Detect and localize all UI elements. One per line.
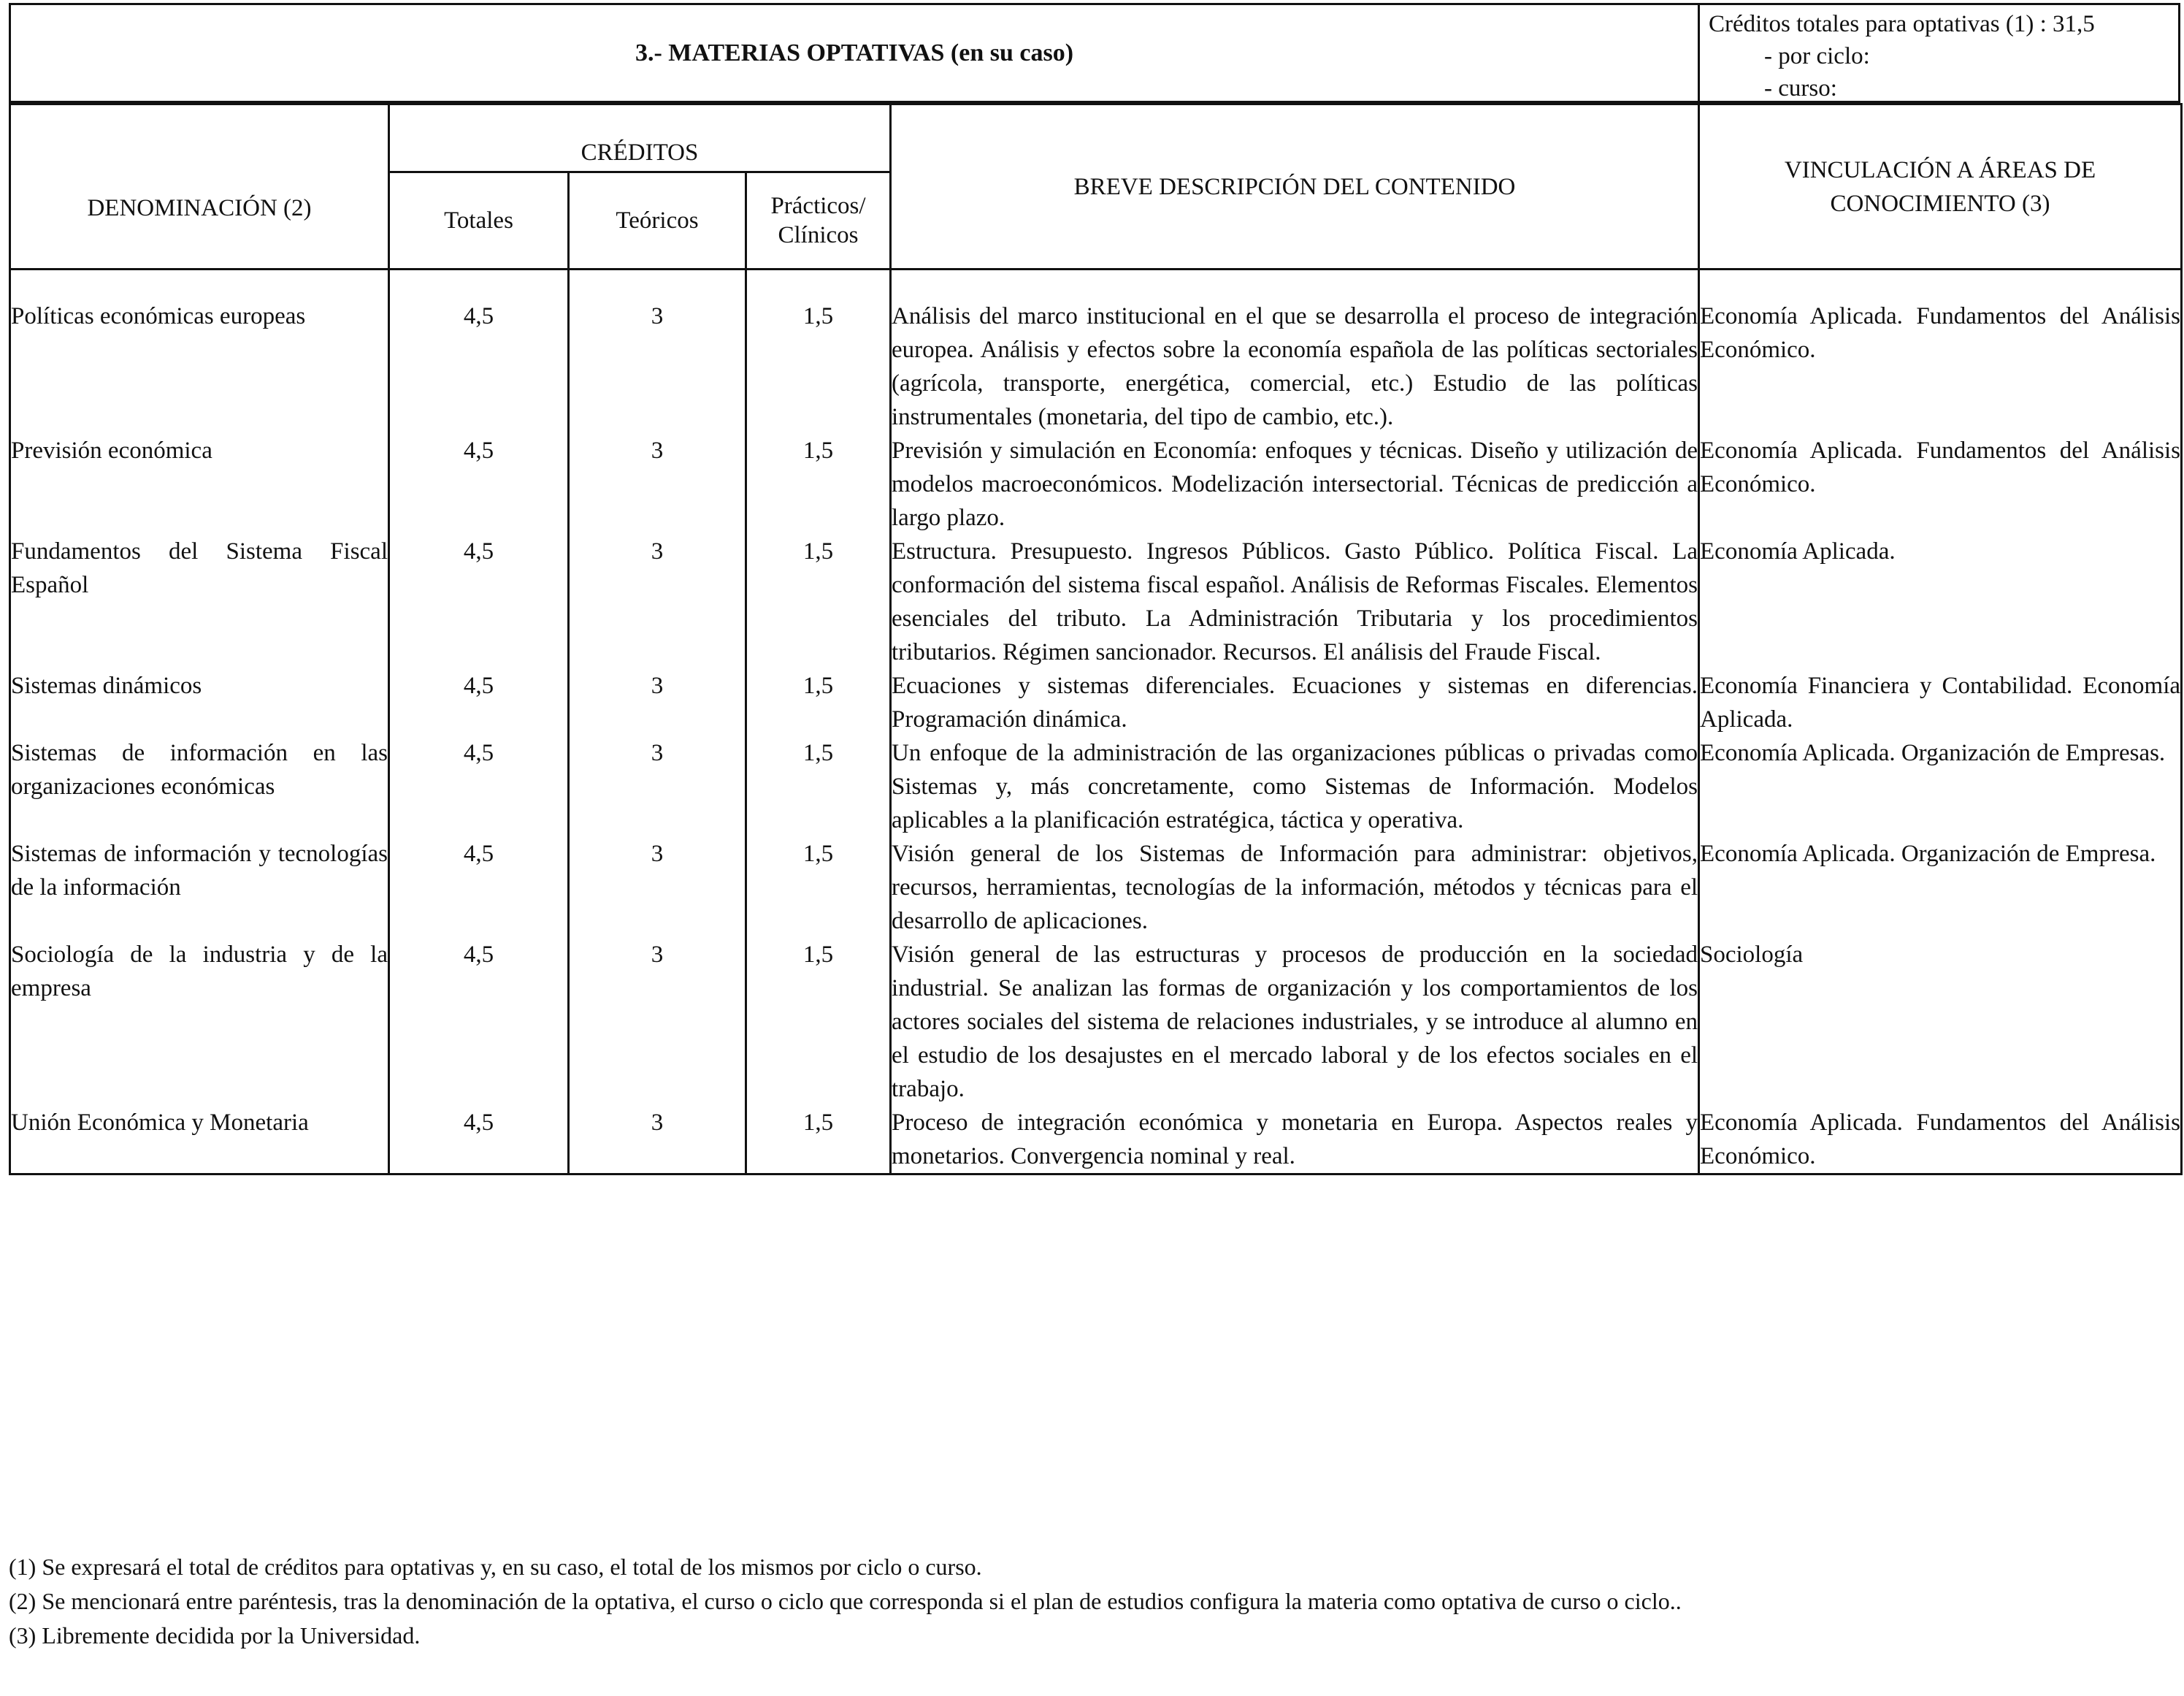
- subject-name: Sistemas de información en las organizaciones económicas: [10, 736, 389, 837]
- credits-theory-cell: 3: [569, 669, 746, 736]
- table-row: [10, 1106, 2182, 1174]
- subject-description: Ecuaciones y sistemas diferenciales. Ecuaciones y sistemas en diferencias. Programación dinámica.: [891, 669, 1699, 736]
- knowledge-area: Economía Aplicada.: [1699, 535, 2182, 669]
- subject-description: Análisis del marco institucional en el que se desarrolla el proceso de integración europea. Análisis y efectos sobre la economía española de las políticas sectoriales (agrícola, transporte, energética, comercial, etc.) Estudio de las políticas instrumentales (monetaria, del tipo de cambio, etc.).: [891, 270, 1699, 435]
- footnotes: [9, 1550, 1682, 1653]
- credits-practice-cell: 1,5: [746, 535, 891, 669]
- section-title: 3.- MATERIAS OPTATIVAS (en su caso): [11, 5, 1700, 101]
- table-row: [10, 434, 2182, 535]
- knowledge-area: Economía Financiera y Contabilidad. Economía Aplicada.: [1699, 669, 2182, 736]
- credits-theory-cell: 3: [569, 270, 746, 435]
- knowledge-area: Economía Aplicada. Organización de Empresa.: [1699, 837, 2182, 938]
- footnote-1: (1) Se expresará el total de créditos para optativas y, en su caso, el total de los mismos por ciclo o curso.: [9, 1554, 982, 1580]
- credits-theory-cell: 3: [569, 434, 746, 535]
- credits-theory-cell: 3: [569, 938, 746, 1106]
- header-practicos: Prácticos/ Clínicos: [746, 172, 891, 270]
- header-teoricos: Teóricos: [569, 172, 746, 270]
- subject-description: Previsión y simulación en Economía: enfoques y técnicas. Diseño y utilización de modelos macroeconómicos. Modelización intersectorial. Técnicas de predicción a largo plazo.: [891, 434, 1699, 535]
- subject-name: Sociología de la industria y de la empresa: [10, 938, 389, 1106]
- header-denominacion: DENOMINACIÓN (2): [10, 104, 389, 270]
- subject-name: Sistemas de información y tecnologías de la información: [10, 837, 389, 938]
- header-totales: Totales: [389, 172, 569, 270]
- credits-per-course: - curso:: [1764, 75, 1837, 102]
- credits-total-cell: 4,5: [389, 535, 569, 669]
- knowledge-area: Sociología: [1699, 938, 2182, 1106]
- credits-total-cell: 4,5: [389, 938, 569, 1106]
- credits-practice-cell: 1,5: [746, 434, 891, 535]
- footnote-2: (2) Se mencionará entre paréntesis, tras la denominación de la optativa, el curso o ciclo que corresponda si el plan de estudios configura la materia como optativa de curso o ciclo..: [9, 1588, 1682, 1614]
- credits-total-cell: 4,5: [389, 434, 569, 535]
- credits-summary: [1700, 5, 2178, 101]
- subject-description: Un enfoque de la administración de las organizaciones públicas o privadas como Sistemas y, más concretamente, como Sistemas de Información. Modelos aplicables a la planificación estratégica, táctica y operativa.: [891, 736, 1699, 837]
- table-row: [10, 837, 2182, 938]
- section-header: [9, 3, 2180, 103]
- credits-total-cell: 4,5: [389, 1106, 569, 1174]
- credits-practice-cell: 1,5: [746, 938, 891, 1106]
- subject-name: Unión Económica y Monetaria: [10, 1106, 389, 1174]
- credits-theory-cell: 3: [569, 837, 746, 938]
- knowledge-area: Economía Aplicada. Fundamentos del Análisis Económico.: [1699, 270, 2182, 435]
- table-row: [10, 736, 2182, 837]
- subject-description: Estructura. Presupuesto. Ingresos Públicos. Gasto Público. Política Fiscal. La conformación del sistema fiscal español. Análisis de Reformas Fiscales. Elementos esenciales del tributo. La Administración Tributaria y los procedimientos tributarios. Régimen sancionador. Recursos. El análisis del Fraude Fiscal.: [891, 535, 1699, 669]
- subject-description: Proceso de integración económica y monetaria en Europa. Aspectos reales y monetarios. Convergencia nominal y real.: [891, 1106, 1699, 1174]
- credits-theory-cell: 3: [569, 736, 746, 837]
- subject-description: Visión general de las estructuras y procesos de producción en la sociedad industrial. Se analizan las formas de organización y los comportamientos de los actores sociales del sistema de relaciones industriales, y se introduce al alumno en el estudio de los desajustes en el mercado laboral y de los efectos sociales en el trabajo.: [891, 938, 1699, 1106]
- credits-total-cell: 4,5: [389, 669, 569, 736]
- optional-subjects-table: [9, 103, 2183, 1175]
- subject-name: Sistemas dinámicos: [10, 669, 389, 736]
- credits-theory-cell: 3: [569, 1106, 746, 1174]
- table-row: [10, 938, 2182, 1106]
- table-row: [10, 270, 2182, 435]
- credits-total: Créditos totales para optativas (1) : 31,5: [1709, 11, 2095, 37]
- header-descripcion: BREVE DESCRIPCIÓN DEL CONTENIDO: [891, 104, 1699, 270]
- footnote-3: (3) Libremente decidida por la Universidad.: [9, 1622, 421, 1649]
- table-row: [10, 535, 2182, 669]
- credits-theory-cell: 3: [569, 535, 746, 669]
- credits-per-cycle: - por ciclo:: [1764, 43, 1870, 69]
- subject-name: Fundamentos del Sistema Fiscal Español: [10, 535, 389, 669]
- knowledge-area: Economía Aplicada. Fundamentos del Análisis Económico.: [1699, 434, 2182, 535]
- credits-total-cell: 4,5: [389, 270, 569, 435]
- credits-practice-cell: 1,5: [746, 270, 891, 435]
- subject-name: Políticas económicas europeas: [10, 270, 389, 435]
- knowledge-area: Economía Aplicada. Fundamentos del Análisis Económico.: [1699, 1106, 2182, 1174]
- credits-practice-cell: 1,5: [746, 1106, 891, 1174]
- credits-total-cell: 4,5: [389, 837, 569, 938]
- header-creditos: CRÉDITOS: [389, 104, 891, 172]
- credits-practice-cell: 1,5: [746, 669, 891, 736]
- table-row: [10, 669, 2182, 736]
- subject-name: Previsión económica: [10, 434, 389, 535]
- credits-practice-cell: 1,5: [746, 837, 891, 938]
- subject-description: Visión general de los Sistemas de Información para administrar: objetivos, recursos, herramientas, tecnologías de la información, métodos y técnicas para el desarrollo de aplicaciones.: [891, 837, 1699, 938]
- credits-practice-cell: 1,5: [746, 736, 891, 837]
- knowledge-area: Economía Aplicada. Organización de Empresas.: [1699, 736, 2182, 837]
- header-vinculacion: VINCULACIÓN A ÁREAS DE CONOCIMIENTO (3): [1699, 104, 2182, 270]
- credits-total-cell: 4,5: [389, 736, 569, 837]
